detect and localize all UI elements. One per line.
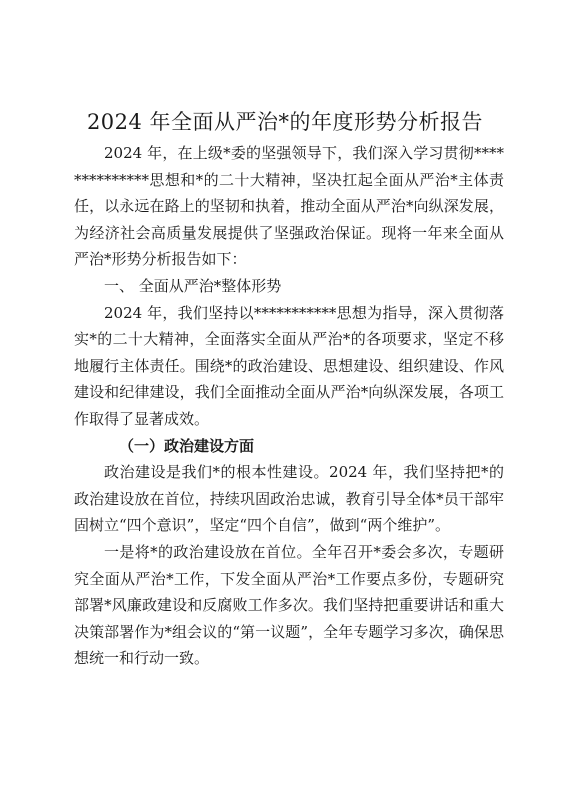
document-title: 2024 年全面从严治*的年度形势分析报告 bbox=[86, 110, 484, 134]
section-one-heading: 一、 全面从严治*整体形势 bbox=[104, 276, 282, 295]
political-construction-paragraph: 政治建设是我们*的根本性建设。2024 年，我们坚持把*的政治建设放在首位，持续巩固政治忠诚，教育引导全体*员干部牢固树立“四个意识”，坚定“四个自信”，做到“两个维护”。 bbox=[74, 463, 504, 535]
first-point-paragraph: 一是将*的政治建设放在首位。全年召开*委会多次，专题研究全面从严治*工作，下发全面从严治*工作要点多份，专题研究部署*风廉政建设和反腐败工作多次。我们坚持把重要讲话和重大决策部署作为*组会议的“第一议题”，全年专题学习多次，确保思想统一和行动一致。 bbox=[74, 542, 504, 668]
political-construction-heading: （一）政治建设方面 bbox=[119, 436, 255, 455]
section-one-paragraph: 2024 年，我们坚持以***********思想为指导，深入贯彻落实*的二十大精神，全面落实全面从严治*的各项要求，坚定不移地履行主体责任。围绕*的政治建设、思想建设、组织建设、作风建设和纪律建设，我们全面推动全面从严治*向纵深发展，各项工作取得了显著成效。 bbox=[74, 303, 504, 428]
intro-paragraph: 2024 年，在上级*委的坚强领导下，我们深入学习贯彻**************思想和*的二十大精神，坚决扛起全面从严治*主体责任，以永远在路上的坚韧和执着，推动全面从严治*向纵深发展，为经济社会高质量发展提供了坚强政治保证。现将一年来全面从严治*形势分析报告如下： bbox=[74, 144, 504, 269]
document-body bbox=[74, 140, 504, 672]
